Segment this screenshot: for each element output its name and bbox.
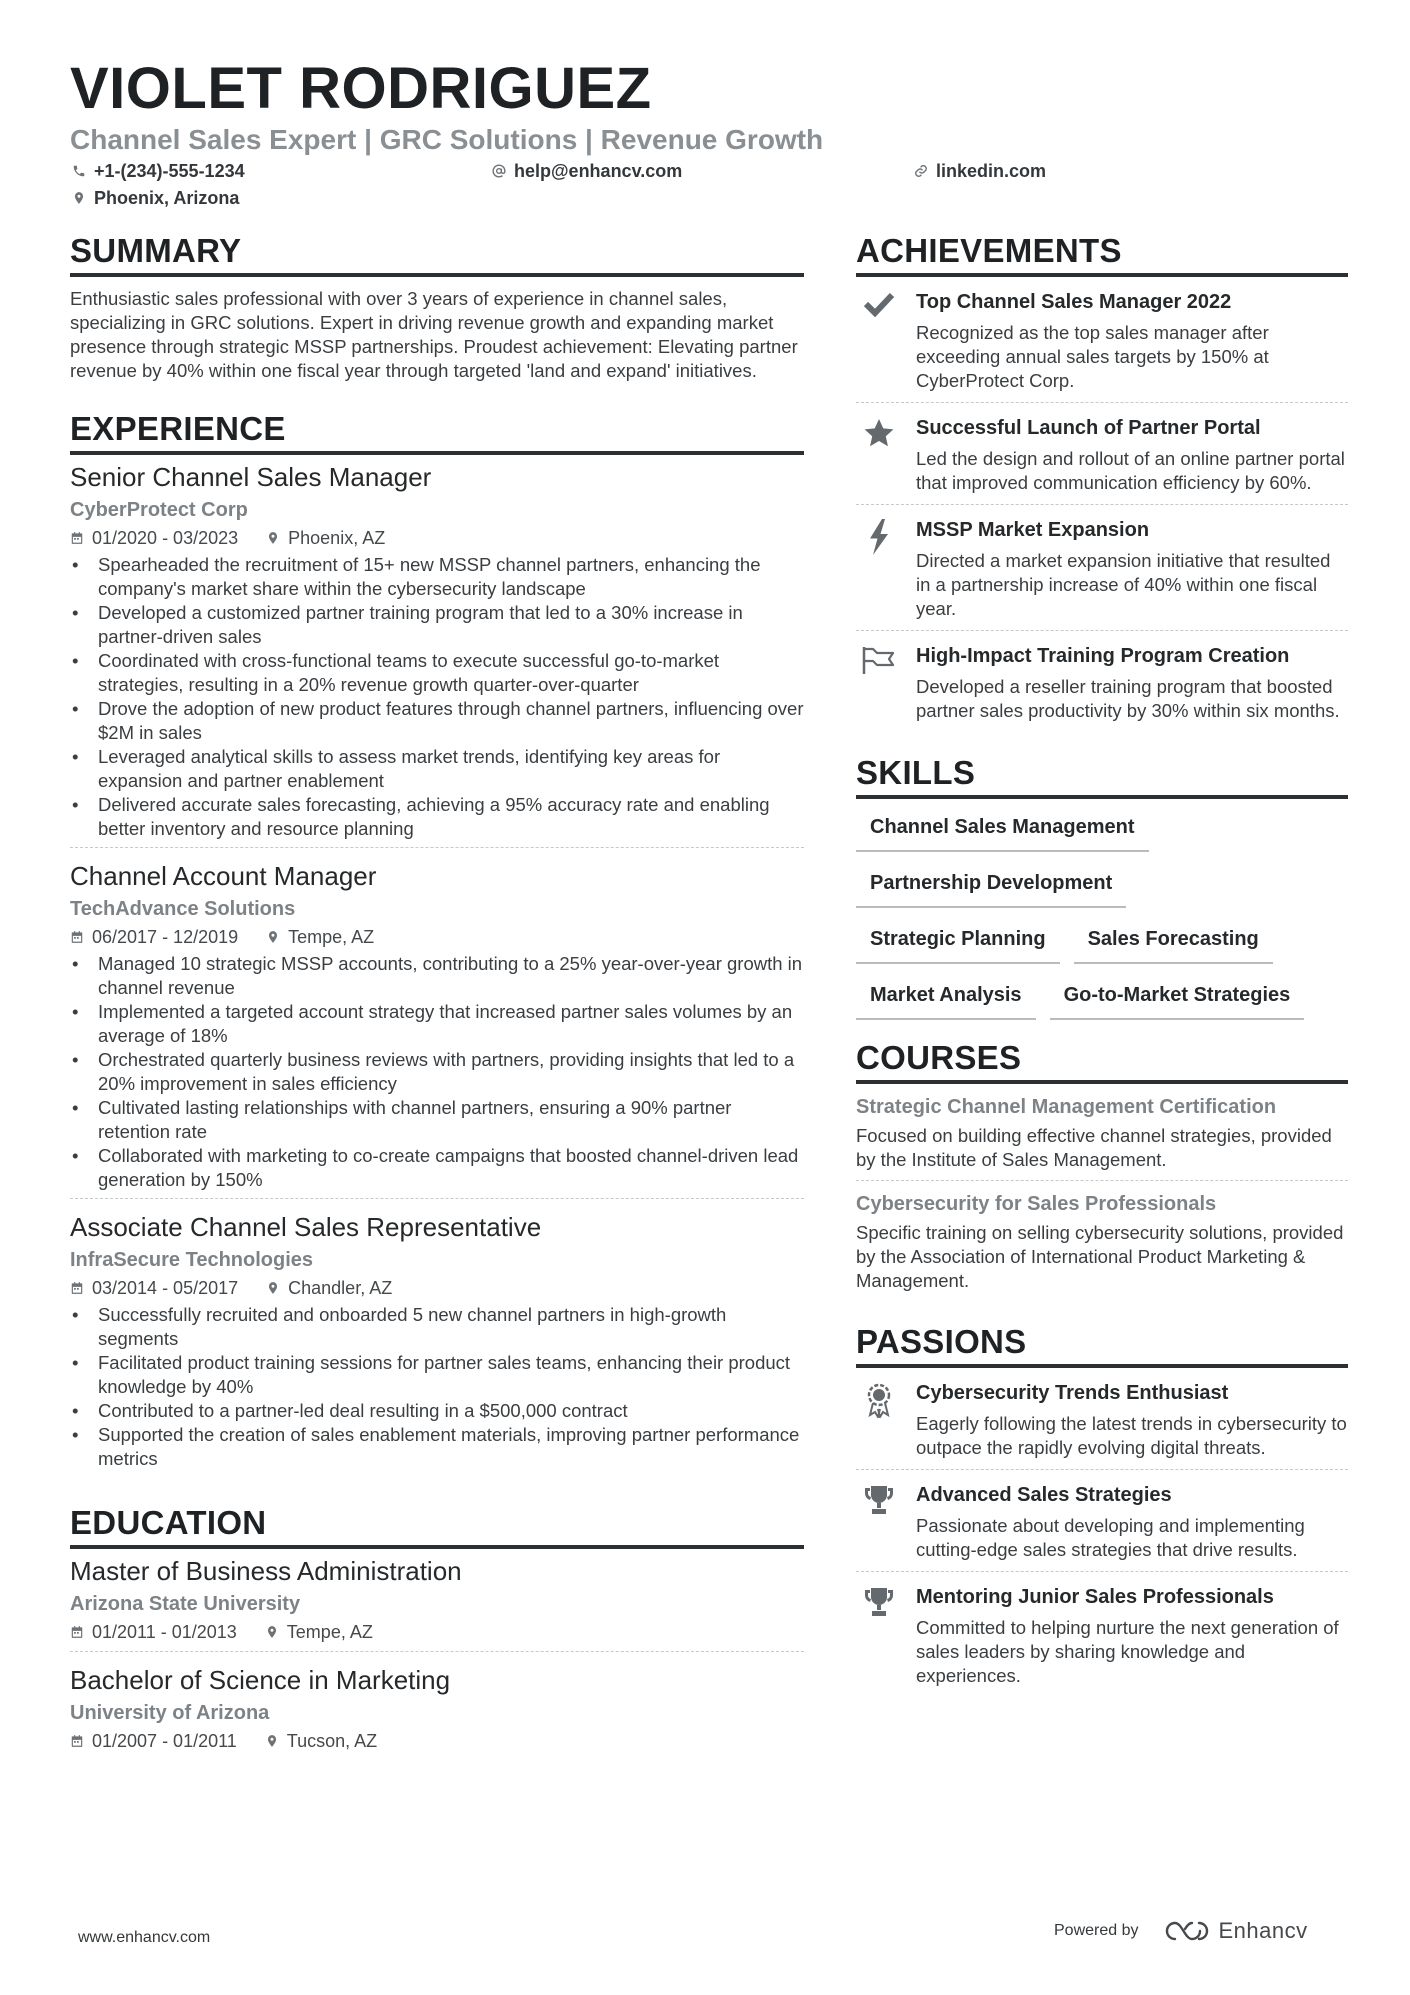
job-bullet: • Spearheaded the recruitment of 15+ new MSSP channel partners, enhancing the company's market share within the cybersecurity landscape xyxy=(70,553,804,601)
flag-icon xyxy=(856,643,902,723)
achievement-description: Led the design and rollout of an online partner portal that improved communication efficiency by 60%. xyxy=(916,448,1345,493)
education-meta xyxy=(70,1619,804,1645)
award-ribbon-icon xyxy=(856,1380,902,1460)
achievements-heading: ACHIEVEMENTS xyxy=(856,232,1348,277)
skill-tag: Strategic Planning xyxy=(856,919,1060,964)
education-entry xyxy=(70,1651,804,1760)
email-text[interactable]: help@enhancv.com xyxy=(514,161,683,181)
job-bullet: • Cultivated lasting relationships with channel partners, ensuring a 90% partner retention rate xyxy=(70,1096,804,1144)
achievement-item xyxy=(856,504,1348,630)
linkedin-text[interactable]: linkedin.com xyxy=(936,161,1047,181)
trophy-icon xyxy=(856,1482,902,1562)
enhancv-wordmark: Enhancv xyxy=(1218,1918,1308,1943)
achievement-title: Successful Launch of Partner Portal xyxy=(916,417,1261,439)
job-location: Tempe, AZ xyxy=(288,927,375,947)
experience-entry xyxy=(70,1198,804,1477)
job-bullet: • Successfully recruited and onboarded 5 new channel partners in high-growth segments xyxy=(70,1303,804,1351)
job-dates: 06/2017 - 12/2019 xyxy=(92,927,239,947)
achievement-title: Top Channel Sales Manager 2022 xyxy=(916,291,1232,313)
job-location: Phoenix, AZ xyxy=(288,528,386,548)
calendar-icon xyxy=(70,930,84,944)
achievement-description: Recognized as the top sales manager after exceeding annual sales targets by 150% at CyberProtect Corp. xyxy=(916,322,1269,391)
job-bullet: • Implemented a targeted account strategy that increased partner sales volumes by an average of 18% xyxy=(70,1000,804,1048)
job-bullets xyxy=(70,952,804,1192)
location-pin-icon xyxy=(266,531,280,545)
course-item xyxy=(856,1084,1348,1180)
skills-section xyxy=(856,754,1348,1031)
skill-tag: Channel Sales Management xyxy=(856,807,1149,852)
achievement-item xyxy=(856,402,1348,504)
passion-title: Advanced Sales Strategies xyxy=(916,1484,1172,1506)
education-section xyxy=(70,1504,804,1760)
calendar-icon xyxy=(70,531,84,545)
location-pin-icon xyxy=(72,191,86,205)
contact-linkedin xyxy=(914,160,1046,182)
experience-heading: EXPERIENCE xyxy=(70,410,804,455)
star-icon xyxy=(856,415,902,495)
calendar-icon xyxy=(70,1734,84,1748)
passion-item xyxy=(856,1571,1348,1697)
candidate-name: VIOLET RODRIGUEZ xyxy=(70,56,652,121)
skills-list xyxy=(856,807,1348,1031)
achievements-section xyxy=(856,232,1348,732)
courses-heading: COURSES xyxy=(856,1039,1348,1084)
job-bullet: • Developed a customized partner training program that led to a 30% increase in partner-driven sales xyxy=(70,601,804,649)
at-sign-icon xyxy=(492,164,506,178)
courses-section xyxy=(856,1039,1348,1301)
experience-entry xyxy=(70,847,804,1198)
education-heading: EDUCATION xyxy=(70,1504,804,1549)
job-bullet: • Delivered accurate sales forecasting, achieving a 95% accuracy rate and enabling better inventory and resource planning xyxy=(70,793,804,841)
enhancv-logo-icon xyxy=(1165,1920,1209,1942)
candidate-tagline: Channel Sales Expert | GRC Solutions | Revenue Growth xyxy=(70,124,824,155)
job-bullet: • Leveraged analytical skills to assess market trends, identifying key areas for expansion and partner enablement xyxy=(70,745,804,793)
right-column xyxy=(856,232,1348,1697)
job-bullet: • Collaborated with marketing to co-create campaigns that boosted channel-driven lead generation by 150% xyxy=(70,1144,804,1192)
job-bullets xyxy=(70,1303,804,1471)
skill-tag: Market Analysis xyxy=(856,975,1036,1020)
contact-phone xyxy=(72,160,245,182)
calendar-icon xyxy=(70,1625,84,1639)
passion-item xyxy=(856,1469,1348,1571)
passions-section xyxy=(856,1323,1348,1697)
achievement-item xyxy=(856,630,1348,732)
job-bullet: • Coordinated with cross-functional teams to execute successful go-to-market strategies, resulting in a 20% revenue growth quarter-over-quarter xyxy=(70,649,804,697)
job-location: Chandler, AZ xyxy=(288,1278,393,1298)
location-pin-icon xyxy=(265,1734,279,1748)
passion-title: Mentoring Junior Sales Professionals xyxy=(916,1586,1274,1608)
achievement-title: High-Impact Training Program Creation xyxy=(916,645,1290,667)
left-column xyxy=(70,232,804,1760)
lightning-icon xyxy=(856,517,902,621)
passions-heading: PASSIONS xyxy=(856,1323,1348,1368)
skill-tag: Partnership Development xyxy=(856,863,1126,908)
job-bullet: • Supported the creation of sales enablement materials, improving partner performance metrics xyxy=(70,1423,804,1471)
passion-description: Committed to helping nurture the next generation of sales leaders by sharing knowledge and experiences. xyxy=(916,1617,1339,1686)
location-pin-icon xyxy=(265,1625,279,1639)
phone-text[interactable]: +1-(234)-555-1234 xyxy=(94,161,245,181)
passion-title: Cybersecurity Trends Enthusiast xyxy=(916,1382,1229,1404)
location-text: Phoenix, Arizona xyxy=(94,188,240,208)
summary-text: Enthusiastic sales professional with over 3 years of experience in channel sales, specializing in GRC solutions. Expert in driving revenue growth and expanding market presence through strategic MSSP partnerships. Proudest achievement: Elevating partner revenue by 40% within one fiscal year through targeted 'land and expand' initiatives. xyxy=(70,288,798,381)
powered-by-label: Powered by xyxy=(1054,1922,1139,1939)
job-title: Associate Channel Sales Representative xyxy=(70,1212,542,1242)
job-title: Channel Account Manager xyxy=(70,861,377,891)
education-entry xyxy=(70,1555,804,1651)
achievement-item xyxy=(856,277,1348,402)
degree-title: Master of Business Administration xyxy=(70,1556,462,1586)
passion-description: Eagerly following the latest trends in cybersecurity to outpace the rapidly evolving digital threats. xyxy=(916,1413,1347,1458)
experience-section xyxy=(70,410,804,1477)
education-meta xyxy=(70,1728,804,1754)
job-bullet: • Managed 10 strategic MSSP accounts, contributing to a 25% year-over-year growth in channel revenue xyxy=(70,952,804,1000)
company-name: InfraSecure Technologies xyxy=(70,1249,314,1271)
passion-description: Passionate about developing and implementing cutting-edge sales strategies that drive results. xyxy=(916,1515,1305,1560)
experience-entry xyxy=(70,461,804,847)
job-title: Senior Channel Sales Manager xyxy=(70,462,432,492)
footer-website[interactable]: www.enhancv.com xyxy=(78,1929,211,1946)
summary-heading: SUMMARY xyxy=(70,232,804,277)
school-name: Arizona State University xyxy=(70,1593,301,1615)
job-bullet: • Facilitated product training sessions for partner sales teams, enhancing their product knowledge by 40% xyxy=(70,1351,804,1399)
skill-tag: Sales Forecasting xyxy=(1074,919,1273,964)
job-bullet: • Contributed to a partner-led deal resulting in a $500,000 contract xyxy=(70,1399,804,1423)
education-dates: 01/2007 - 01/2011 xyxy=(92,1731,237,1751)
skills-heading: SKILLS xyxy=(856,754,1348,799)
company-name: CyberProtect Corp xyxy=(70,499,248,521)
job-bullet: • Orchestrated quarterly business reviews with partners, providing insights that led to a 20% improvement in sales efficiency xyxy=(70,1048,804,1096)
achievement-title: MSSP Market Expansion xyxy=(916,519,1150,541)
degree-title: Bachelor of Science in Marketing xyxy=(70,1665,451,1695)
location-pin-icon xyxy=(266,930,280,944)
achievement-description: Directed a market expansion initiative that resulted in a partnership increase of 40% within one fiscal year. xyxy=(916,550,1331,619)
course-item xyxy=(856,1180,1348,1301)
school-name: University of Arizona xyxy=(70,1702,270,1724)
job-dates: 03/2014 - 05/2017 xyxy=(92,1278,239,1298)
phone-icon xyxy=(72,164,86,178)
contact-email xyxy=(492,160,682,182)
job-dates: 01/2020 - 03/2023 xyxy=(92,528,239,548)
achievement-description: Developed a reseller training program that boosted partner sales productivity by 30% within six months. xyxy=(916,676,1340,721)
summary-section xyxy=(70,232,804,383)
job-meta xyxy=(70,1275,804,1301)
education-location: Tucson, AZ xyxy=(286,1731,378,1751)
job-bullets xyxy=(70,553,804,841)
job-bullet: • Drove the adoption of new product features through channel partners, influencing over $2M in sales xyxy=(70,697,804,745)
job-meta xyxy=(70,525,804,551)
checkmark-icon xyxy=(856,289,902,393)
job-meta xyxy=(70,924,804,950)
link-icon xyxy=(914,164,928,178)
course-description: Focused on building effective channel strategies, provided by the Institute of Sales Management. xyxy=(856,1125,1332,1170)
course-description: Specific training on selling cybersecurity solutions, provided by the Association of International Product Marketing & Management. xyxy=(856,1222,1344,1291)
trophy-icon xyxy=(856,1584,902,1688)
footer-branding xyxy=(1054,1918,1308,1944)
location-pin-icon xyxy=(266,1281,280,1295)
course-title: Cybersecurity for Sales Professionals xyxy=(856,1193,1217,1215)
education-location: Tempe, AZ xyxy=(286,1622,373,1642)
enhancv-logo[interactable] xyxy=(1165,1918,1308,1944)
calendar-icon xyxy=(70,1281,84,1295)
education-dates: 01/2011 - 01/2013 xyxy=(92,1622,237,1642)
passion-item xyxy=(856,1368,1348,1469)
course-title: Strategic Channel Management Certification xyxy=(856,1096,1277,1118)
company-name: TechAdvance Solutions xyxy=(70,898,296,920)
contact-location xyxy=(72,187,239,209)
skill-tag: Go-to-Market Strategies xyxy=(1050,975,1305,1020)
